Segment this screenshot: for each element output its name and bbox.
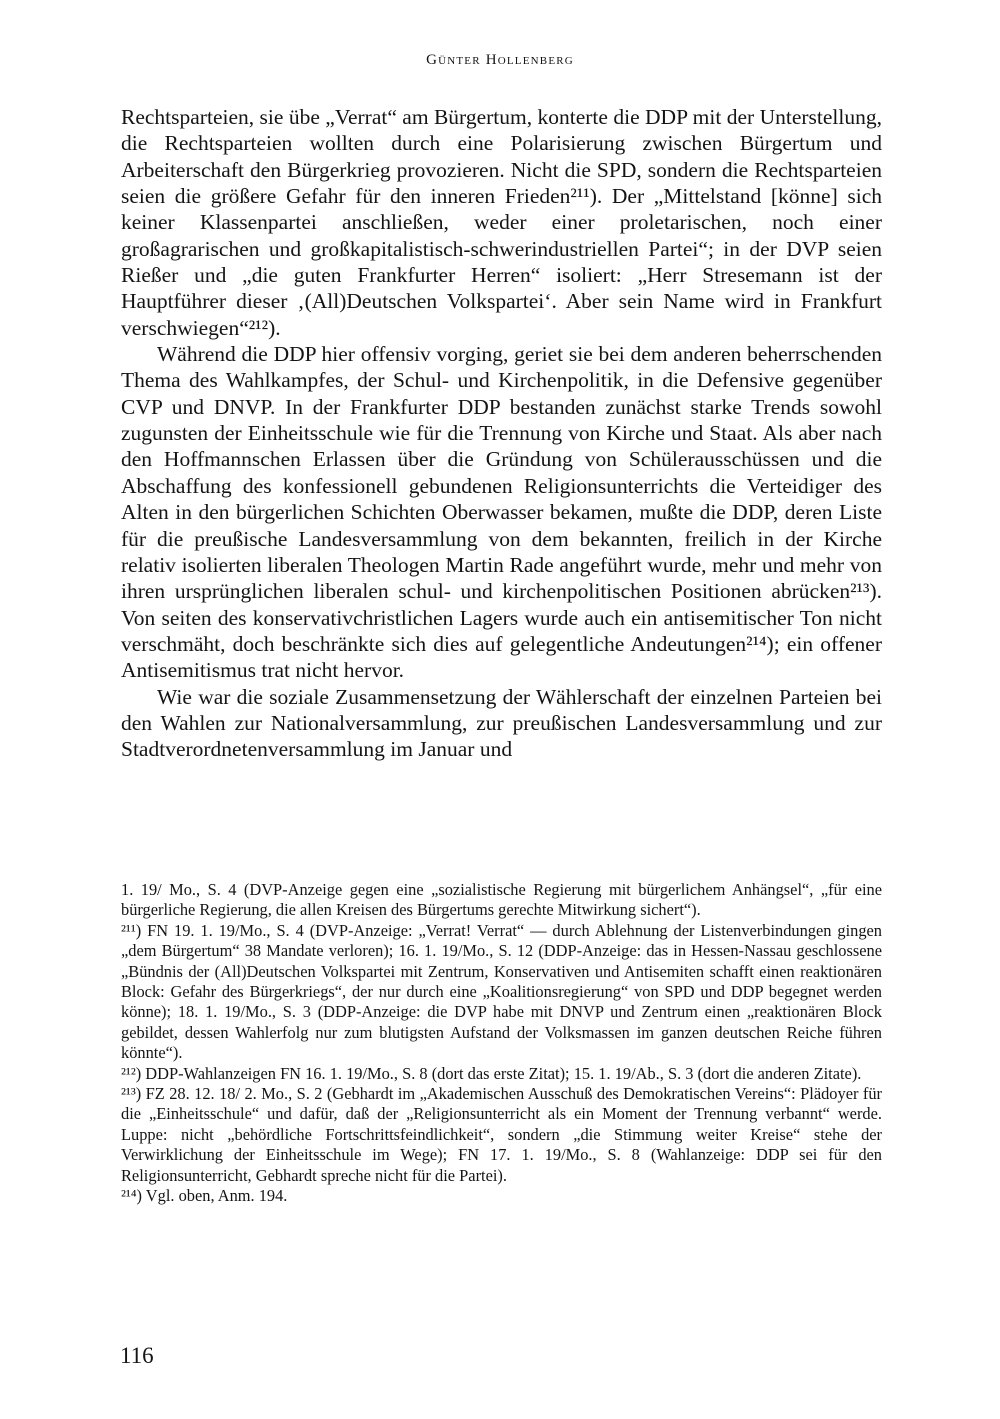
page-number: 116 — [120, 1343, 154, 1368]
footnote: 1. 19/ Mo., S. 4 (DVP-Anzeige gegen eine „sozialistische Regierung mit bürgerlichem Anhängsel“, „für eine bürgerliche Regierung, die allen Kreisen des Bürgertums gerechte Mitwirkung sichert“). — [121, 880, 882, 920]
running-head: Günter Hollenberg — [426, 52, 574, 68]
footnote: ²¹¹) FN 19. 1. 19/Mo., S. 4 (DVP-Anzeige: „Verrat! Verrat“ — durch Ablehnung der Listenverbindungen gingen „dem Bürgertum“ 38 Mandate verloren); 16. 1. 19/Mo., S. 12 (DDP-Anzeige: das in Hessen-Nassau geschlossene „Bündnis der (All)Deutschen Volkspartei mit Zentrum, Konservativen und Antisemiten schafft einen reaktionären Block: Gefahr des Bürgerkriegs“, der nur durch eine „Koalitionsregierung“ von SPD und DDP begegnet werden könne); 18. 1. 19/Mo., S. 3 (DDP-Anzeige: die DVP habe mit DNVP und Zentrum einen „reaktionären Block gebildet, dessen Wahlerfolg nur zum blutigsten Aufstand der Volksmassen im ganzen deutschen Reiche führen könnte“). — [121, 920, 882, 1063]
footnote: ²¹⁴) Vgl. oben, Anm. 194. — [121, 1186, 288, 1206]
footnote: ²¹³) FZ 28. 12. 18/ 2. Mo., S. 2 (Gebhardt im „Akademischen Ausschuß des Demokratischen Vereins“: Plädoyer für die „Einheitsschule“ und dafür, daß der „Religionsunterricht als ein Moment der Trennung verbannt“ werde. Luppe: nicht „behördliche Fortschrittsfeindlichkeit“, sondern „die Stimmung weiter Kreise“ stehe der Verwirklichung der Einheitsschule im Wege); FN 17. 1. 19/Mo., S. 8 (Wahlanzeige: DDP sei für den Religionsunterricht, Gebhardt spreche nicht für die Partei). — [121, 1084, 882, 1185]
paragraph: Wie war die soziale Zusammensetzung der Wählerschaft der einzelnen Parteien bei den Wahlen zur Nationalversammlung, zur preußischen Landesversammlung und zur Stadtverordnetenversammlung im Januar und — [121, 684, 882, 762]
body-text — [121, 104, 882, 763]
paragraph: Während die DDP hier offensiv vorging, geriet sie bei dem anderen beherrschenden Thema des Wahlkampfes, der Schul- und Kirchenpolitik, in die Defensive gegenüber CVP und DNVP. In der Frankfurter DDP bestanden zunächst starke Trends sowohl zugunsten der Einheitsschule wie für die Trennung von Kirche und Staat. Als aber nach den Hoffmannschen Erlassen über die Gründung von Schülerausschüssen und die Abschaffung des konfessionell gebundenen Religionsunterrichts die Verteidiger des Alten in den bürgerlichen Schichten Oberwasser bekamen, mußte die DDP, deren Liste für die preußische Landesversammlung von dem bekannten, freilich in der Kirche relativ isolierten liberalen Theologen Martin Rade angeführt wurde, mehr und mehr von ihren ursprünglichen liberalen schul- und kirchenpolitischen Positionen abrücken²¹³). Von seiten des konservativchristlichen Lagers wurde auch ein antisemitischer Ton nicht verschmäht, doch beschränkte sich dies auf gelegentliche Andeutungen²¹⁴); ein offener Antisemitismus trat nicht hervor. — [121, 342, 882, 683]
paragraph: Rechtsparteien, sie übe „Verrat“ am Bürgertum, konterte die DDP mit der Unterstellung, die Rechtsparteien wollten durch eine Polarisierung zwischen Bürgertum und Arbeiterschaft den Bürgerkrieg provozieren. Nicht die SPD, sondern die Rechtsparteien seien die größere Gefahr für den inneren Frieden²¹¹). Der „Mittelstand [könne] sich keiner Klassenpartei anschließen, weder einer proletarischen, noch einer großagrarischen und großkapitalistisch-schwerindustriellen Partei“; in der DVP seien Rießer und „die guten Frankfurter Herren“ isoliert: „Herr Stresemann ist der Hauptführer dieser ‚(All)Deutschen Volkspartei‘. Aber sein Name wird in Frankfurt verschwiegen“²¹²). — [121, 105, 882, 340]
footnote: ²¹²) DDP-Wahlanzeigen FN 16. 1. 19/Mo., S. 8 (dort das erste Zitat); 15. 1. 19/Ab., S. 3 (dort die anderen Zitate). — [121, 1063, 862, 1083]
footnotes — [121, 880, 882, 1207]
